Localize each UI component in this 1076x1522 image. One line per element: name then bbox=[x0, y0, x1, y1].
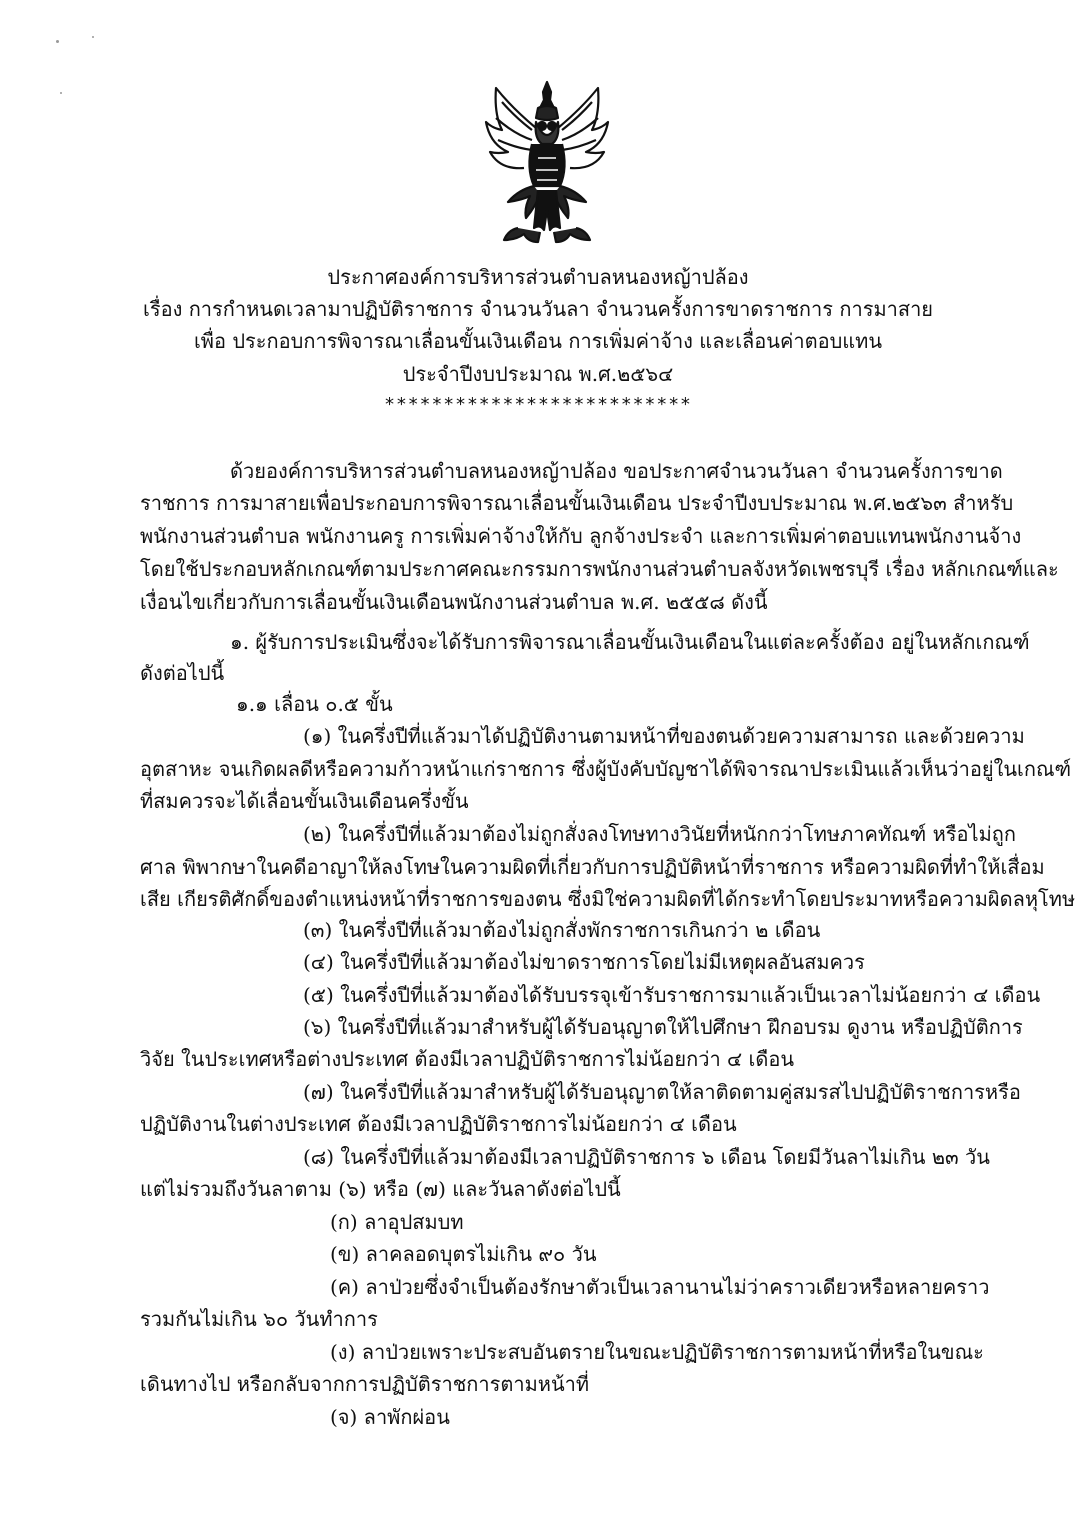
leave-item-kho: (ข) ลาคลอดบุตรไม่เกิน ๙๐ วัน bbox=[330, 1242, 597, 1266]
criterion-5: (๕) ในครึ่งปีที่แล้วมาต้องได้รับบรรจุเข้ารับราชการมาแล้วเป็นเวลาไม่น้อยกว่า ๔ เดือน bbox=[303, 983, 1041, 1007]
announcement-purpose: เพื่อ ประกอบการพิจารณาเลื่อนขั้นเงินเดือน การเพิ่มค่าจ้าง และเลื่อนค่าตอบแทน bbox=[193, 329, 883, 353]
intro-line: โดยใช้ประกอบหลักเกณฑ์ตามประกาศคณะกรรมการพนักงานส่วนตำบลจังหวัดเพชรบุรี เรื่อง หลักเกณฑ์และ bbox=[140, 557, 1059, 581]
criterion-6-line: วิจัย ในประเทศหรือต่างประเทศ ต้องมีเวลาปฏิบัติราชการไม่น้อยกว่า ๔ เดือน bbox=[140, 1047, 795, 1071]
criterion-1-line: ที่สมควรจะได้เลื่อนขั้นเงินเดือนครึ่งขั้น bbox=[140, 789, 469, 813]
item-1-1-heading: ๑.๑ เลื่อน ๐.๕ ขั้น bbox=[236, 692, 393, 716]
fiscal-year: ประจำปีงบประมาณ พ.ศ.๒๕๖๔ bbox=[402, 362, 674, 386]
intro-line: ราชการ การมาสายเพื่อประกอบการพิจารณาเลื่อนขั้นเงินเดือน ประจำปีงบประมาณ พ.ศ.๒๕๖๓ สำหรับ bbox=[140, 491, 1014, 515]
criterion-8-line: (๘) ในครึ่งปีที่แล้วมาต้องมีเวลาปฏิบัติราชการ ๖ เดือน โดยมีวันลาไม่เกิน ๒๓ วัน bbox=[303, 1145, 990, 1169]
leave-item-kho2-line: รวมกันไม่เกิน ๖๐ วันทำการ bbox=[140, 1307, 378, 1331]
leave-item-ka: (ก) ลาอุปสมบท bbox=[330, 1210, 464, 1234]
intro-line: ด้วยองค์การบริหารส่วนตำบลหนองหญ้าปล้อง ขอประกาศจำนวนวันลา จำนวนครั้งการขาด bbox=[230, 459, 1003, 483]
criterion-2-line: (๒) ในครึ่งปีที่แล้วมาต้องไม่ถูกสั่งลงโทษทางวินัยที่หนักกว่าโทษภาคทัณฑ์ หรือไม่ถูก bbox=[303, 822, 1016, 846]
garuda-emblem-icon bbox=[482, 78, 612, 248]
leave-item-ngo-line: เดินทางไป หรือกลับจากการปฏิบัติราชการตามหน้าที่ bbox=[140, 1372, 590, 1396]
leave-item-ngo-line: (ง) ลาป่วยเพราะประสบอันตรายในขณะปฏิบัติราชการตามหน้าที่หรือในขณะ bbox=[330, 1340, 984, 1364]
criterion-8-line: แต่ไม่รวมถึงวันลาตาม (๖) หรือ (๗) และวันลาดังต่อไปนี้ bbox=[140, 1177, 621, 1201]
leave-item-cho: (จ) ลาพักผ่อน bbox=[330, 1405, 450, 1429]
criterion-7-line: (๗) ในครึ่งปีที่แล้วมาสำหรับผู้ได้รับอนุญาตให้ลาติดตามคู่สมรสไปปฏิบัติราชการหรือ bbox=[303, 1080, 1021, 1104]
leave-item-kho2-line: (ค) ลาป่วยซึ่งจำเป็นต้องรักษาตัวเป็นเวลานานไม่ว่าคราวเดียวหรือหลายคราว bbox=[330, 1275, 990, 1299]
intro-line: พนักงานส่วนตำบล พนักงานครู การเพิ่มค่าจ้างให้กับ ลูกจ้างประจำ และการเพิ่มค่าตอบแทนพนักงานจ้าง bbox=[140, 524, 1022, 548]
separator-line: ************************** bbox=[384, 394, 692, 415]
scan-speck bbox=[92, 36, 94, 38]
criterion-3: (๓) ในครึ่งปีที่แล้วมาต้องไม่ถูกสั่งพักราชการเกินกว่า ๒ เดือน bbox=[303, 918, 821, 942]
scan-speck bbox=[60, 92, 62, 94]
criterion-2-line: เสีย เกียรติศักดิ์ของตำแหน่งหน้าที่ราชการของตน ซึ่งมิใช่ความผิดที่ได้กระทำโดยประมาทหรือความผิดลหุโทษ bbox=[140, 887, 1076, 911]
item-1-line: ดังต่อไปนี้ bbox=[140, 661, 225, 685]
announcement-subject: เรื่อง การกำหนดเวลามาปฏิบัติราชการ จำนวนวันลา จำนวนครั้งการขาดราชการ การมาสาย bbox=[142, 297, 934, 321]
intro-line: เงื่อนไขเกี่ยวกับการเลื่อนขั้นเงินเดือนพนักงานส่วนตำบล พ.ศ. ๒๕๕๘ ดังนี้ bbox=[140, 590, 768, 614]
criterion-1-line: อุตสาหะ จนเกิดผลดีหรือความก้าวหน้าแก่ราชการ ซึ่งผู้บังคับบัญชาได้พิจารณาประเมินแล้วเห็นว่าอยู่ในเกณฑ์ bbox=[140, 757, 1072, 781]
announcement-title: ประกาศองค์การบริหารส่วนตำบลหนองหญ้าปล้อง bbox=[327, 265, 749, 289]
scan-speck bbox=[56, 40, 59, 43]
criterion-7-line: ปฏิบัติงานในต่างประเทศ ต้องมีเวลาปฏิบัติราชการไม่น้อยกว่า ๔ เดือน bbox=[140, 1112, 737, 1136]
item-1-line: ๑. ผู้รับการประเมินซึ่งจะได้รับการพิจารณาเลื่อนขั้นเงินเดือนในแต่ละครั้งต้อง อยู่ในหลักเกณฑ์ bbox=[230, 630, 1030, 654]
criterion-4: (๔) ในครึ่งปีที่แล้วมาต้องไม่ขาดราชการโดยไม่มีเหตุผลอันสมควร bbox=[303, 950, 865, 974]
criterion-2-line: ศาล พิพากษาในคดีอาญาให้ลงโทษในความผิดที่เกี่ยวกับการปฏิบัติหน้าที่ราชการ หรือความผิดที่ทำให้เสื่อม bbox=[140, 855, 1045, 879]
criterion-1-line: (๑) ในครึ่งปีที่แล้วมาได้ปฏิบัติงานตามหน้าที่ของตนด้วยความสามารถ และด้วยความ bbox=[303, 724, 1025, 748]
criterion-6-line: (๖) ในครึ่งปีที่แล้วมาสำหรับผู้ได้รับอนุญาตให้ไปศึกษา ฝึกอบรม ดูงาน หรือปฏิบัติการ bbox=[303, 1015, 1023, 1039]
